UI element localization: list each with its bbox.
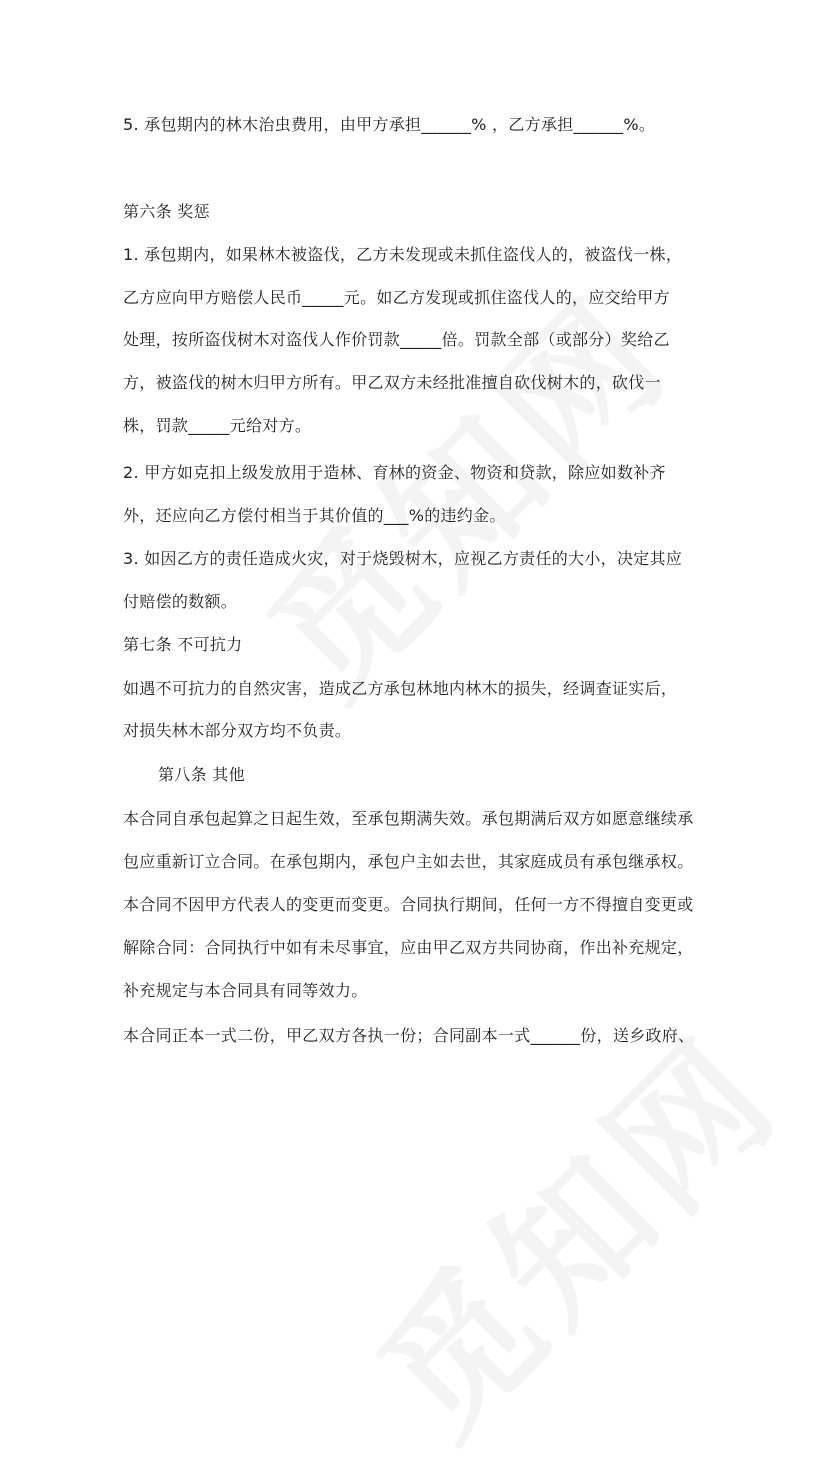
paragraph-line: 外，还应向乙方偿付相当于其价值的___%的违约金。	[123, 506, 506, 525]
paragraph-line: 1. 承包期内，如果林木被盗伐，乙方未发现或未抓住盗伐人的，被盗伐一株，	[123, 245, 683, 264]
paragraph-line: 解除合同：合同执行中如有未尽事宜，应由甲乙双方共同协商，作出补充规定，	[123, 938, 694, 957]
watermark	[324, 982, 816, 1474]
paragraph-line: 处理，按所盗伐树木对盗伐人作价罚款_____倍。罚款全部（或部分）奖给乙	[123, 330, 670, 349]
paragraph-line: 对损失林木部分双方均不负责。	[123, 721, 352, 740]
paragraph-line: 乙方应向甲方赔偿人民币_____元。如乙方发现或抓住盗伐人的，应交给甲方	[123, 288, 670, 307]
paragraph-line: 本合同不因甲方代表人的变更而变更。合同执行期间，任何一方不得擅自变更或	[123, 895, 694, 914]
paragraph-line: 如遇不可抗力的自然灾害，造成乙方承包林地内林木的损失，经调查证实后，	[123, 679, 678, 698]
paragraph-line: 3. 如因乙方的责任造成火灾，对于烧毁树木，应视乙方责任的大小，决定其应	[123, 549, 683, 568]
paragraph-line: 2. 甲方如克扣上级发放用于造林、育林的资金、物资和贷款，除应如数补齐	[123, 463, 666, 482]
paragraph-line: 补充规定与本合同具有同等效力。	[123, 981, 368, 1000]
paragraph-line: 本合同正本一式二份，甲乙双方各执一份；合同副本一式______份，送乡政府、	[123, 1026, 695, 1045]
paragraph-line: 包应重新订立合同。在承包期内，承包户主如去世，其家庭成员有承包继承权。	[123, 852, 694, 871]
section-heading-article-6: 第六条 奖惩	[123, 202, 210, 221]
paragraph-line: 方，被盗伐的树木归甲方所有。甲乙双方未经批准擅自砍伐树木的，砍伐一	[123, 373, 661, 392]
section-heading-article-8: 第八条 其他	[158, 765, 245, 784]
section-heading-article-7: 第七条 不可抗力	[123, 635, 243, 654]
paragraph-line: 付赔偿的数额。	[123, 592, 238, 611]
watermark	[214, 242, 706, 734]
clause-5-pest-control: 5. 承包期内的林木治虫费用，由甲方承担______% ，乙方承担______%。	[123, 115, 656, 134]
paragraph-line: 株，罚款_____元给对方。	[123, 416, 312, 435]
paragraph-line: 本合同自承包起算之日起生效，至承包期满失效。承包期满后双方如愿意继续承	[123, 809, 694, 828]
